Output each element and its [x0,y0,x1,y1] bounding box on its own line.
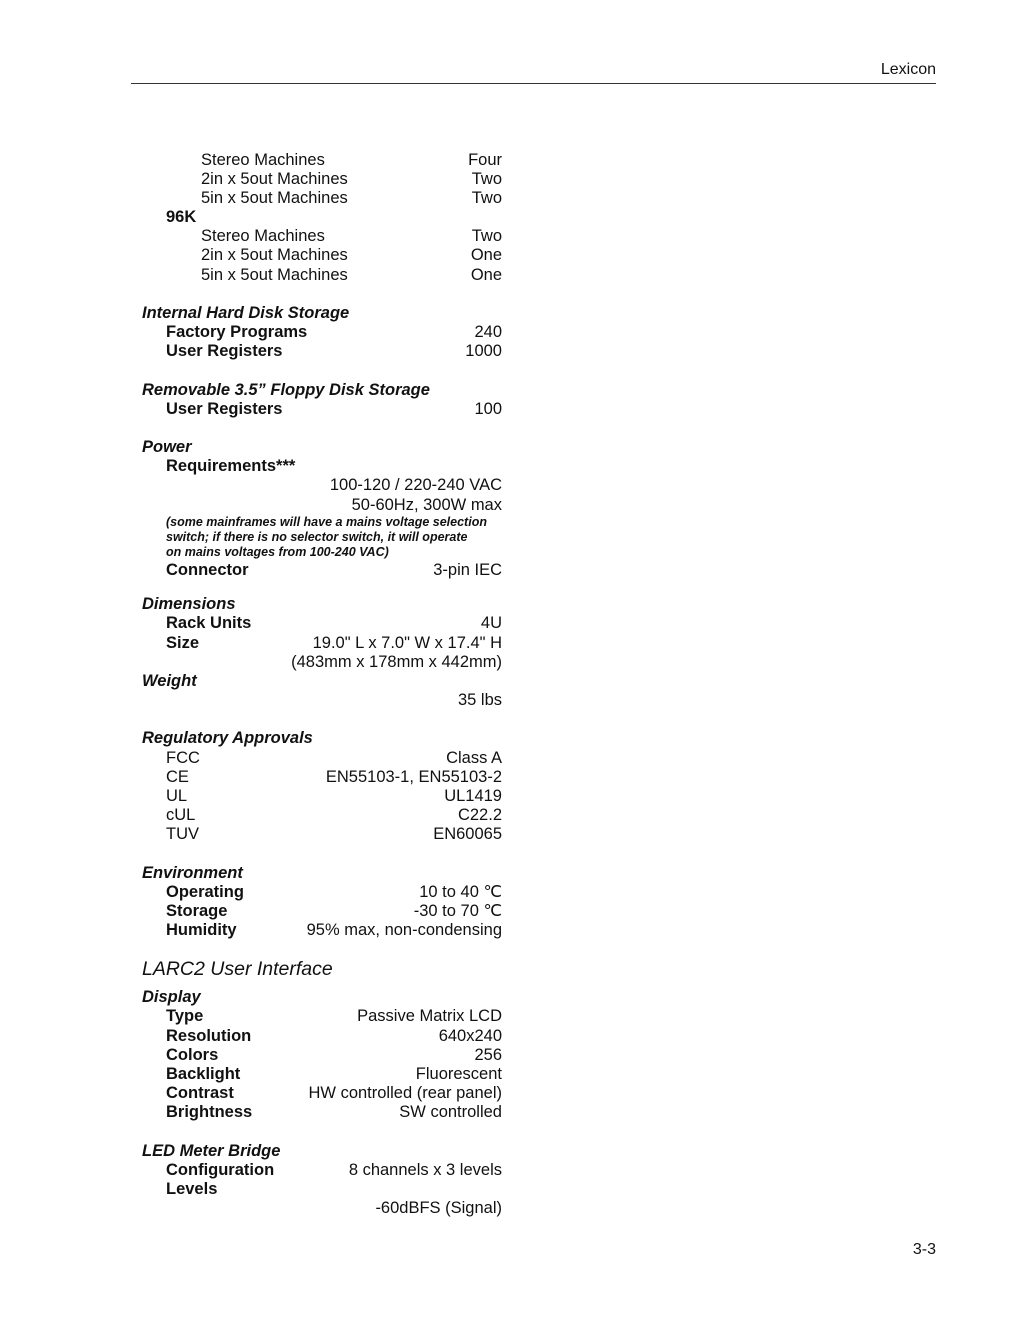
spec-row [0,265,1020,285]
spec-value: One [470,246,502,264]
spec-value: 19.0" L x 7.0" W x 17.4" H [312,634,502,652]
spec-row [0,1006,1020,1026]
spec-value: 10 to 40 ℃ [419,883,502,901]
spec-label: Brightness [166,1103,253,1121]
spec-label: Type [166,1007,204,1025]
spec-value: C22.2 [457,806,502,824]
spec-row [0,920,1020,940]
section-heading-hard-disk: Internal Hard Disk Storage [142,304,350,322]
spec-row [0,1045,1020,1065]
levels-label: Levels [166,1180,218,1198]
spec-value: Class A [446,749,502,767]
header-brand: Lexicon [880,61,936,78]
spec-row [0,169,1020,189]
spec-row [0,341,1020,361]
spec-row [0,226,1020,246]
spec-label: Size [166,634,200,652]
spec-row [0,805,1020,825]
header-rule [131,83,936,84]
spec-value: 100 [474,400,502,418]
spec-value: SW controlled [399,1103,502,1121]
section-heading-environment: Environment [142,864,243,882]
spec-row [0,1102,1020,1122]
spec-row [0,633,1020,653]
spec-label: Stereo Machines [201,227,325,245]
larc2-section-title: LARC2 User Interface [142,958,333,980]
spec-row [0,1026,1020,1046]
power-note-line: (some mainframes will have a mains voltage selection [166,515,487,529]
spec-value: Fluorescent [415,1065,502,1083]
spec-value: 256 [474,1046,502,1064]
section-heading-regulatory: Regulatory Approvals [142,729,313,747]
spec-row [0,1083,1020,1103]
spec-value: 3-pin IEC [433,561,502,579]
spec-row [0,613,1020,633]
spec-row [0,1160,1020,1180]
power-requirements-frequency: 50-60Hz, 300W max [351,496,502,514]
spec-row [0,767,1020,787]
spec-value: Two [471,170,502,188]
spec-row [0,824,1020,844]
spec-label: Operating [166,883,244,901]
spec-label: Backlight [166,1065,241,1083]
section-heading-meter-bridge: LED Meter Bridge [142,1142,281,1160]
spec-row [0,245,1020,265]
spec-label: Colors [166,1046,219,1064]
spec-label: Storage [166,902,228,920]
subheading-96k: 96K [166,208,197,226]
spec-label: 2in x 5out Machines [201,170,348,188]
power-requirements-label: Requirements*** [166,457,296,475]
spec-label: User Registers [166,400,283,418]
section-heading-dimensions: Dimensions [142,595,236,613]
section-heading-display: Display [142,988,201,1006]
spec-label: Resolution [166,1027,252,1045]
spec-label: FCC [166,749,200,767]
section-heading-floppy: Removable 3.5” Floppy Disk Storage [142,381,430,399]
spec-value: 640x240 [438,1027,502,1045]
spec-row [0,901,1020,921]
spec-label: 5in x 5out Machines [201,189,348,207]
spec-label: Contrast [166,1084,234,1102]
spec-label: User Registers [166,342,283,360]
spec-label: Rack Units [166,614,252,632]
spec-label: UL [166,787,188,805]
spec-value: EN60065 [433,825,502,843]
spec-value: One [470,266,502,284]
spec-label: Stereo Machines [201,151,325,169]
section-heading-power: Power [142,438,192,456]
spec-value: 8 channels x 3 levels [348,1161,502,1179]
spec-value: Two [471,227,502,245]
spec-label: Configuration [166,1161,275,1179]
spec-value: 95% max, non-condensing [306,921,502,939]
spec-label: 2in x 5out Machines [201,246,348,264]
spec-label: 5in x 5out Machines [201,266,348,284]
spec-value: 1000 [465,342,502,360]
spec-label: CE [166,768,189,786]
spec-row [0,748,1020,768]
section-heading-weight: Weight [142,672,197,690]
spec-row [0,188,1020,208]
spec-row [0,1064,1020,1084]
spec-row [0,322,1020,342]
levels-value: -60dBFS (Signal) [375,1199,502,1217]
spec-row [0,786,1020,806]
spec-value: EN55103-1, EN55103-2 [325,768,502,786]
power-note-line: switch; if there is no selector switch, it will operate [166,530,468,544]
spec-value: 4U [480,614,502,632]
footer-page-number: 3-3 [912,1241,936,1258]
spec-label: Connector [166,561,249,579]
spec-label: Humidity [166,921,237,939]
weight-value: 35 lbs [457,691,502,709]
power-requirements-voltage: 100-120 / 220-240 VAC [329,476,502,494]
spec-value: 240 [474,323,502,341]
spec-row [0,150,1020,170]
spec-value: UL1419 [444,787,502,805]
spec-label: Factory Programs [166,323,308,341]
spec-value: Passive Matrix LCD [357,1007,502,1025]
spec-row [0,399,1020,419]
spec-value: Two [471,189,502,207]
size-metric-value: (483mm x 178mm x 442mm) [291,653,502,671]
power-note-line: on mains voltages from 100-240 VAC) [166,545,389,559]
spec-value: HW controlled (rear panel) [308,1084,502,1102]
spec-label: cUL [166,806,196,824]
spec-label: TUV [166,825,199,843]
spec-row [0,882,1020,902]
spec-value: Four [468,151,502,169]
spec-row [0,560,1020,580]
spec-value: -30 to 70 ℃ [413,902,502,920]
